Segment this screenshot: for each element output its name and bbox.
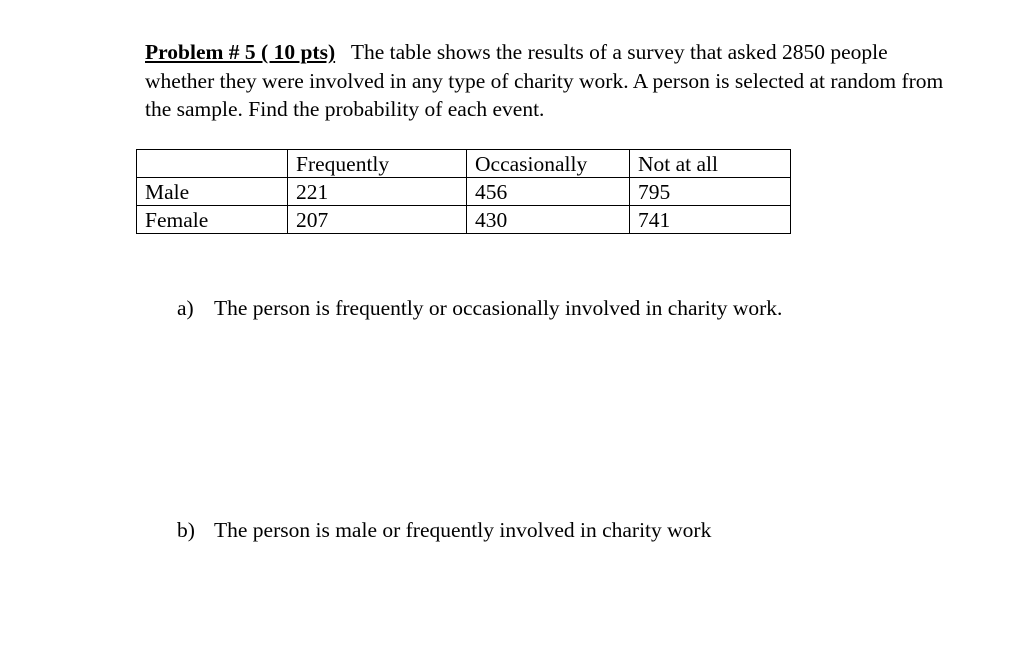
table-header-cell: Frequently [288, 150, 467, 178]
table-header-cell: Not at all [630, 150, 791, 178]
question-a [177, 294, 782, 322]
table-cell: 430 [467, 206, 630, 234]
table-header-cell: Occasionally [467, 150, 630, 178]
row-label: Female [137, 206, 288, 234]
question-text: The person is male or frequently involved in charity work [214, 518, 712, 542]
problem-statement [145, 38, 945, 124]
table-row [137, 178, 791, 206]
question-letter: a) [177, 296, 194, 320]
table-row [137, 206, 791, 234]
question-text: The person is frequently or occasionally involved in charity work. [214, 296, 783, 320]
question-b [177, 516, 711, 544]
table-cell: 207 [288, 206, 467, 234]
problem-title: Problem # 5 ( 10 pts) [145, 40, 336, 64]
table-cell: 221 [288, 178, 467, 206]
problem-intro-text: The table shows the results of a survey that asked 2850 people whether they were involved in any type of charity work. A person is selected at random from the sample. Find the probability of each event. [145, 40, 944, 121]
table-cell: 795 [630, 178, 791, 206]
table-cell: 741 [630, 206, 791, 234]
table-cell: 456 [467, 178, 630, 206]
table-header-row [137, 150, 791, 178]
survey-table [136, 149, 791, 234]
row-label: Male [137, 178, 288, 206]
table-header-cell [137, 150, 288, 178]
question-letter: b) [177, 518, 195, 542]
